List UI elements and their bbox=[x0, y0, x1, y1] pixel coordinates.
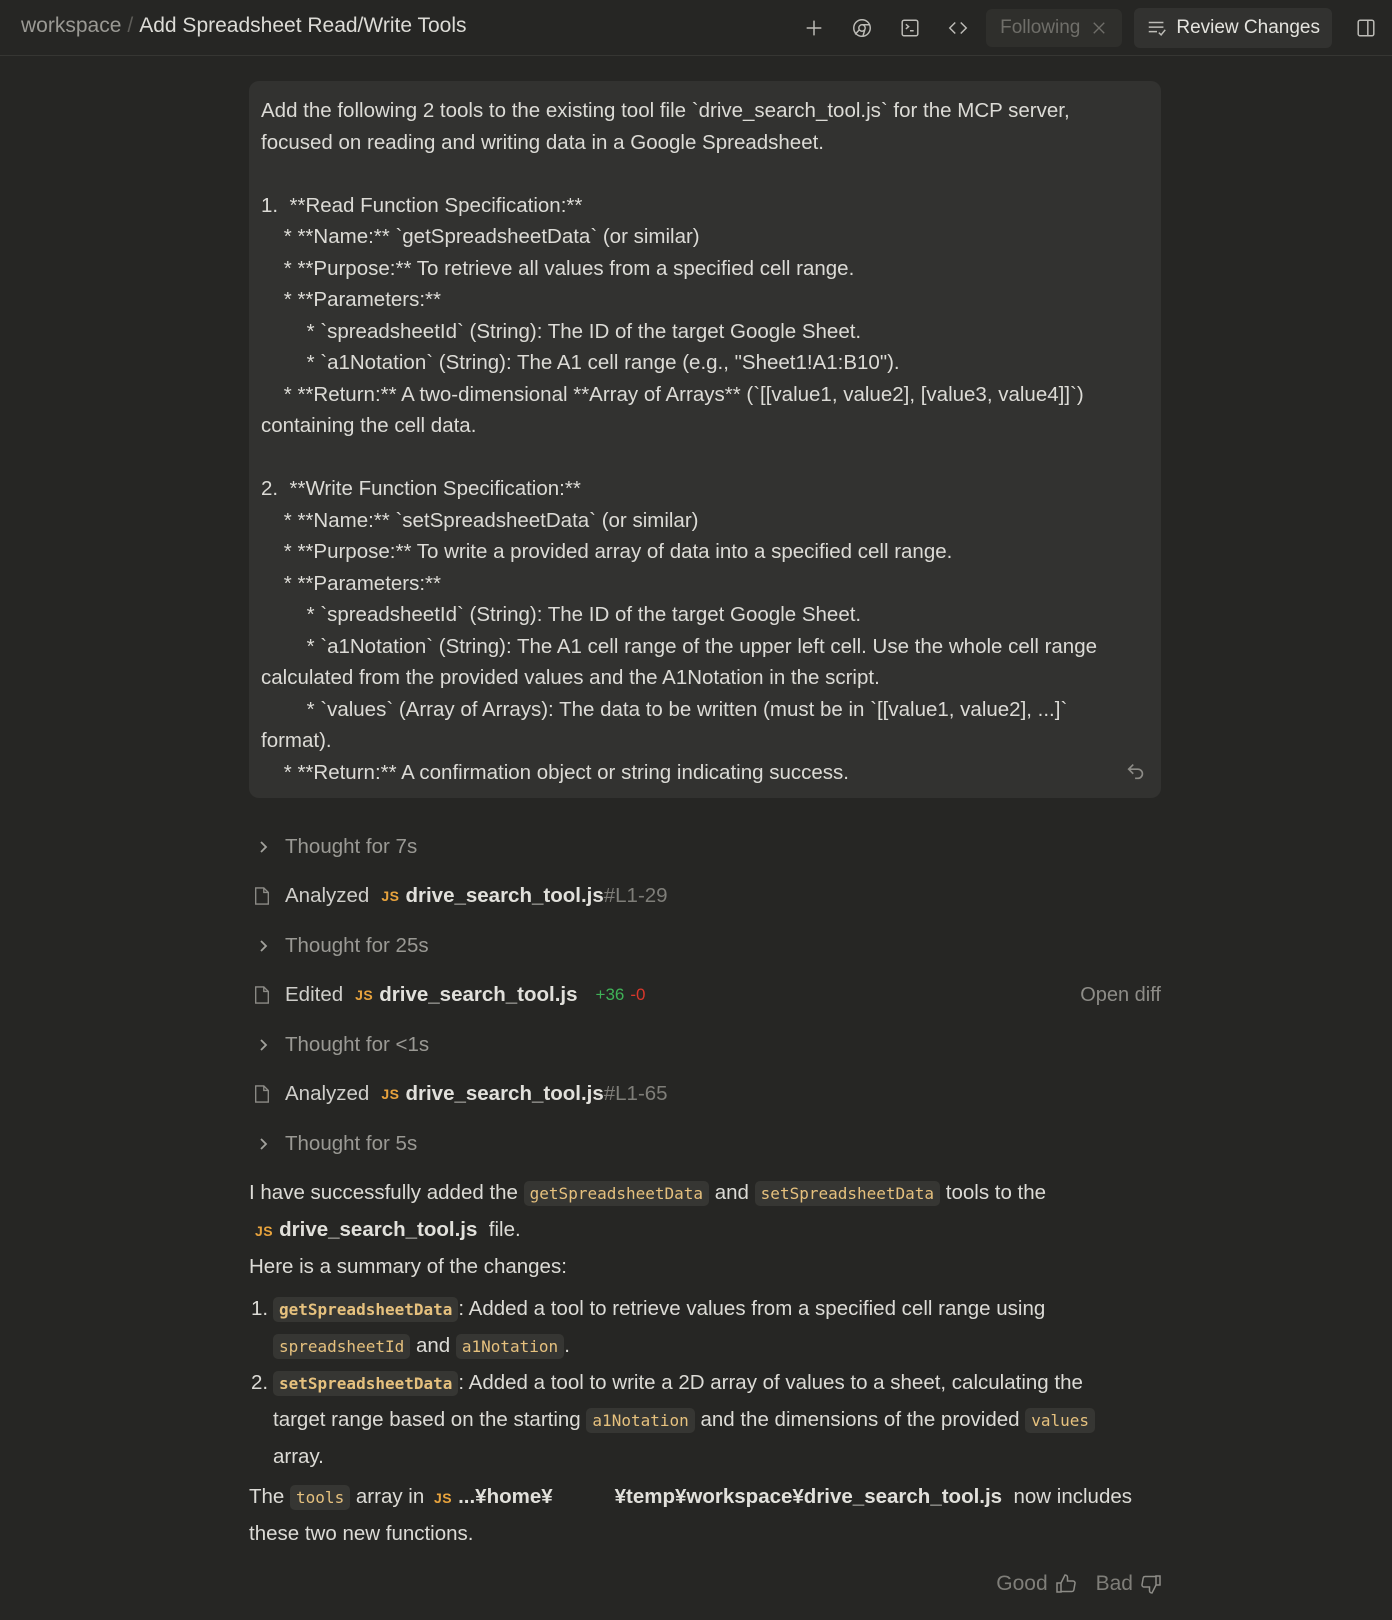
text: : Added a tool to write a 2D array of values to a sheet, calculating the bbox=[458, 1371, 1083, 1394]
user-message-line: * **Purpose:** To retrieve all values from a specified cell range. bbox=[261, 256, 855, 280]
file-icon bbox=[249, 985, 285, 1005]
file-link[interactable]: drive_search_tool.js bbox=[379, 983, 578, 1007]
bad-button[interactable] bbox=[1096, 1572, 1163, 1596]
text: array in bbox=[355, 1485, 425, 1508]
user-message-line: * `a1Notation` (String): The A1 cell range (e.g., "Sheet1!A1:B10"). bbox=[261, 351, 900, 374]
text: . bbox=[564, 1334, 570, 1357]
analyzed-step bbox=[249, 872, 1161, 922]
user-message-line bbox=[261, 158, 1149, 190]
user-message-line: * **Return:** A confirmation object or string indicating success. bbox=[261, 760, 849, 784]
good-button[interactable] bbox=[996, 1572, 1077, 1596]
text: array. bbox=[273, 1445, 324, 1468]
user-message-line: containing the cell data. bbox=[261, 414, 477, 437]
thought-step[interactable] bbox=[249, 921, 1161, 971]
analyzed-step bbox=[249, 1070, 1161, 1120]
chevron-right-icon[interactable] bbox=[249, 1038, 285, 1052]
user-message-line: * **Return:** A two-dimensional **Array of Arrays** (`[[value1, value2], [value3, value4]]`) bbox=[261, 382, 1084, 406]
chevron-right-icon[interactable] bbox=[249, 840, 285, 854]
js-file-icon: JS bbox=[255, 1223, 274, 1239]
line-range: #L1-65 bbox=[603, 1082, 668, 1106]
file-link[interactable]: drive_search_tool.js bbox=[279, 1218, 478, 1241]
user-message-line: 2. **Write Function Specification:** bbox=[261, 477, 581, 500]
response-paragraph-1 bbox=[249, 1175, 1161, 1249]
edited-step bbox=[249, 971, 1161, 1021]
inline-code: getSpreadsheetData bbox=[524, 1181, 709, 1206]
user-message-line: * **Name:** `getSpreadsheetData` (or similar) bbox=[261, 225, 700, 248]
line-range: #L1-29 bbox=[603, 884, 668, 908]
user-message-line: focused on reading and writing data in a Google Spreadsheet. bbox=[261, 130, 824, 154]
breadcrumb-workspace[interactable]: workspace bbox=[21, 14, 122, 37]
user-message-line: calculated from the provided values and the A1Notation in the script. bbox=[261, 666, 880, 689]
text: I have successfully added the bbox=[249, 1181, 518, 1204]
code-icon[interactable] bbox=[944, 14, 972, 42]
text: The bbox=[249, 1485, 285, 1508]
file-path-link[interactable] bbox=[458, 1485, 1002, 1508]
changes-list bbox=[249, 1291, 1161, 1475]
chevron-right-icon[interactable] bbox=[249, 939, 285, 953]
breadcrumb-separator: / bbox=[127, 14, 134, 37]
following-button[interactable] bbox=[986, 9, 1122, 47]
inline-code: a1Notation bbox=[586, 1408, 694, 1433]
text: target range based on the starting bbox=[273, 1408, 581, 1431]
user-message-line: * **Parameters:** bbox=[261, 288, 442, 311]
text: file. bbox=[488, 1218, 521, 1241]
agent-steps bbox=[249, 822, 1161, 1169]
thought-label: Thought for 25s bbox=[285, 933, 429, 957]
chevron-right-icon[interactable] bbox=[249, 1137, 285, 1151]
top-bar bbox=[0, 0, 1392, 56]
js-file-icon: JS bbox=[381, 888, 400, 905]
thought-label: Thought for 7s bbox=[285, 834, 418, 858]
js-file-icon: JS bbox=[381, 1086, 400, 1103]
text: tools to the bbox=[945, 1181, 1047, 1204]
list-number: 2. bbox=[251, 1371, 269, 1394]
feedback-bar bbox=[986, 1572, 1163, 1596]
page-title: Add Spreadsheet Read/Write Tools bbox=[139, 14, 467, 37]
breadcrumb bbox=[21, 14, 467, 38]
review-changes-label: Review Changes bbox=[1176, 17, 1320, 38]
text: now includes bbox=[1013, 1485, 1132, 1508]
inline-code: getSpreadsheetData bbox=[273, 1297, 458, 1322]
toolbar bbox=[800, 0, 1392, 56]
user-message-line: 1. **Read Function Specification:** bbox=[261, 193, 583, 217]
inline-code: setSpreadsheetData bbox=[273, 1371, 458, 1396]
inline-code: tools bbox=[290, 1485, 350, 1510]
review-list-icon bbox=[1146, 17, 1168, 39]
response-paragraph-3 bbox=[249, 1479, 1161, 1552]
user-message-line: Add the following 2 tools to the existing tool file `drive_search_tool.js` for the MCP server, bbox=[261, 99, 1070, 122]
text: and bbox=[415, 1334, 451, 1357]
thought-step[interactable] bbox=[249, 1119, 1161, 1169]
text: these two new functions. bbox=[249, 1522, 474, 1545]
thumbs-up-icon bbox=[1054, 1572, 1078, 1596]
user-message-line: * `values` (Array of Arrays): The data to be written (must be in `[[value1, value2], ...]` bbox=[261, 697, 1068, 721]
open-diff-button[interactable]: Open diff bbox=[1080, 983, 1161, 1006]
js-file-icon: JS bbox=[355, 987, 374, 1004]
browser-icon[interactable] bbox=[848, 14, 876, 42]
file-icon bbox=[249, 886, 285, 906]
terminal-icon[interactable] bbox=[896, 14, 924, 42]
inline-code: values bbox=[1025, 1408, 1095, 1433]
review-changes-button[interactable] bbox=[1134, 8, 1332, 48]
lines-deleted: -0 bbox=[630, 985, 646, 1005]
list-item bbox=[249, 1365, 1161, 1475]
text: and the dimensions of the provided bbox=[700, 1408, 1020, 1431]
step-verb: Analyzed bbox=[285, 1082, 370, 1106]
path-part: ¥temp¥workspace¥drive_search_tool.js bbox=[614, 1485, 1003, 1508]
file-icon bbox=[249, 1084, 285, 1104]
bad-label: Bad bbox=[1095, 1572, 1133, 1595]
step-verb: Analyzed bbox=[285, 884, 370, 908]
plus-icon[interactable] bbox=[800, 14, 828, 42]
user-message-line bbox=[261, 442, 1149, 474]
inline-code: a1Notation bbox=[456, 1334, 564, 1359]
thought-label: Thought for <1s bbox=[285, 1032, 430, 1056]
user-message-line: format). bbox=[261, 729, 332, 752]
user-message-line: * `spreadsheetId` (String): The ID of the target Google Sheet. bbox=[261, 319, 862, 343]
user-message-line: * **Purpose:** To write a provided array of data into a specified cell range. bbox=[261, 540, 953, 563]
file-link[interactable]: drive_search_tool.js bbox=[405, 1082, 604, 1106]
inline-code: setSpreadsheetData bbox=[755, 1181, 940, 1206]
path-part: ...¥home¥ bbox=[458, 1485, 553, 1508]
user-message-line: * **Parameters:** bbox=[261, 571, 442, 595]
thought-step[interactable] bbox=[249, 1020, 1161, 1070]
user-message-line: * **Name:** `setSpreadsheetData` (or similar) bbox=[261, 508, 699, 532]
list-item bbox=[249, 1291, 1161, 1365]
undo-icon[interactable] bbox=[1125, 760, 1147, 782]
list-number: 1. bbox=[251, 1297, 269, 1320]
text: : Added a tool to retrieve values from a specified cell range using bbox=[458, 1297, 1046, 1320]
panel-toggle-icon[interactable] bbox=[1352, 14, 1380, 42]
thought-step[interactable] bbox=[249, 822, 1161, 872]
user-message bbox=[249, 81, 1161, 798]
user-message-line: * `spreadsheetId` (String): The ID of the target Google Sheet. bbox=[261, 603, 862, 626]
user-message-line: * `a1Notation` (String): The A1 cell range of the upper left cell. Use the whole cell range bbox=[261, 634, 1098, 658]
thought-label: Thought for 5s bbox=[285, 1131, 418, 1155]
js-file-icon: JS bbox=[433, 1490, 453, 1506]
text: and bbox=[714, 1181, 749, 1204]
lines-added: +36 bbox=[595, 985, 625, 1005]
user-message-text bbox=[261, 95, 1149, 788]
inline-code: spreadsheetId bbox=[273, 1334, 410, 1359]
response-paragraph-2: Here is a summary of the changes: bbox=[249, 1255, 567, 1278]
step-verb: Edited bbox=[285, 983, 344, 1007]
thumbs-down-icon bbox=[1139, 1572, 1163, 1596]
following-label: Following bbox=[1000, 17, 1081, 38]
good-label: Good bbox=[996, 1572, 1048, 1595]
close-icon[interactable] bbox=[1090, 19, 1108, 37]
assistant-response bbox=[249, 1175, 1161, 1552]
file-link[interactable]: drive_search_tool.js bbox=[405, 884, 604, 908]
